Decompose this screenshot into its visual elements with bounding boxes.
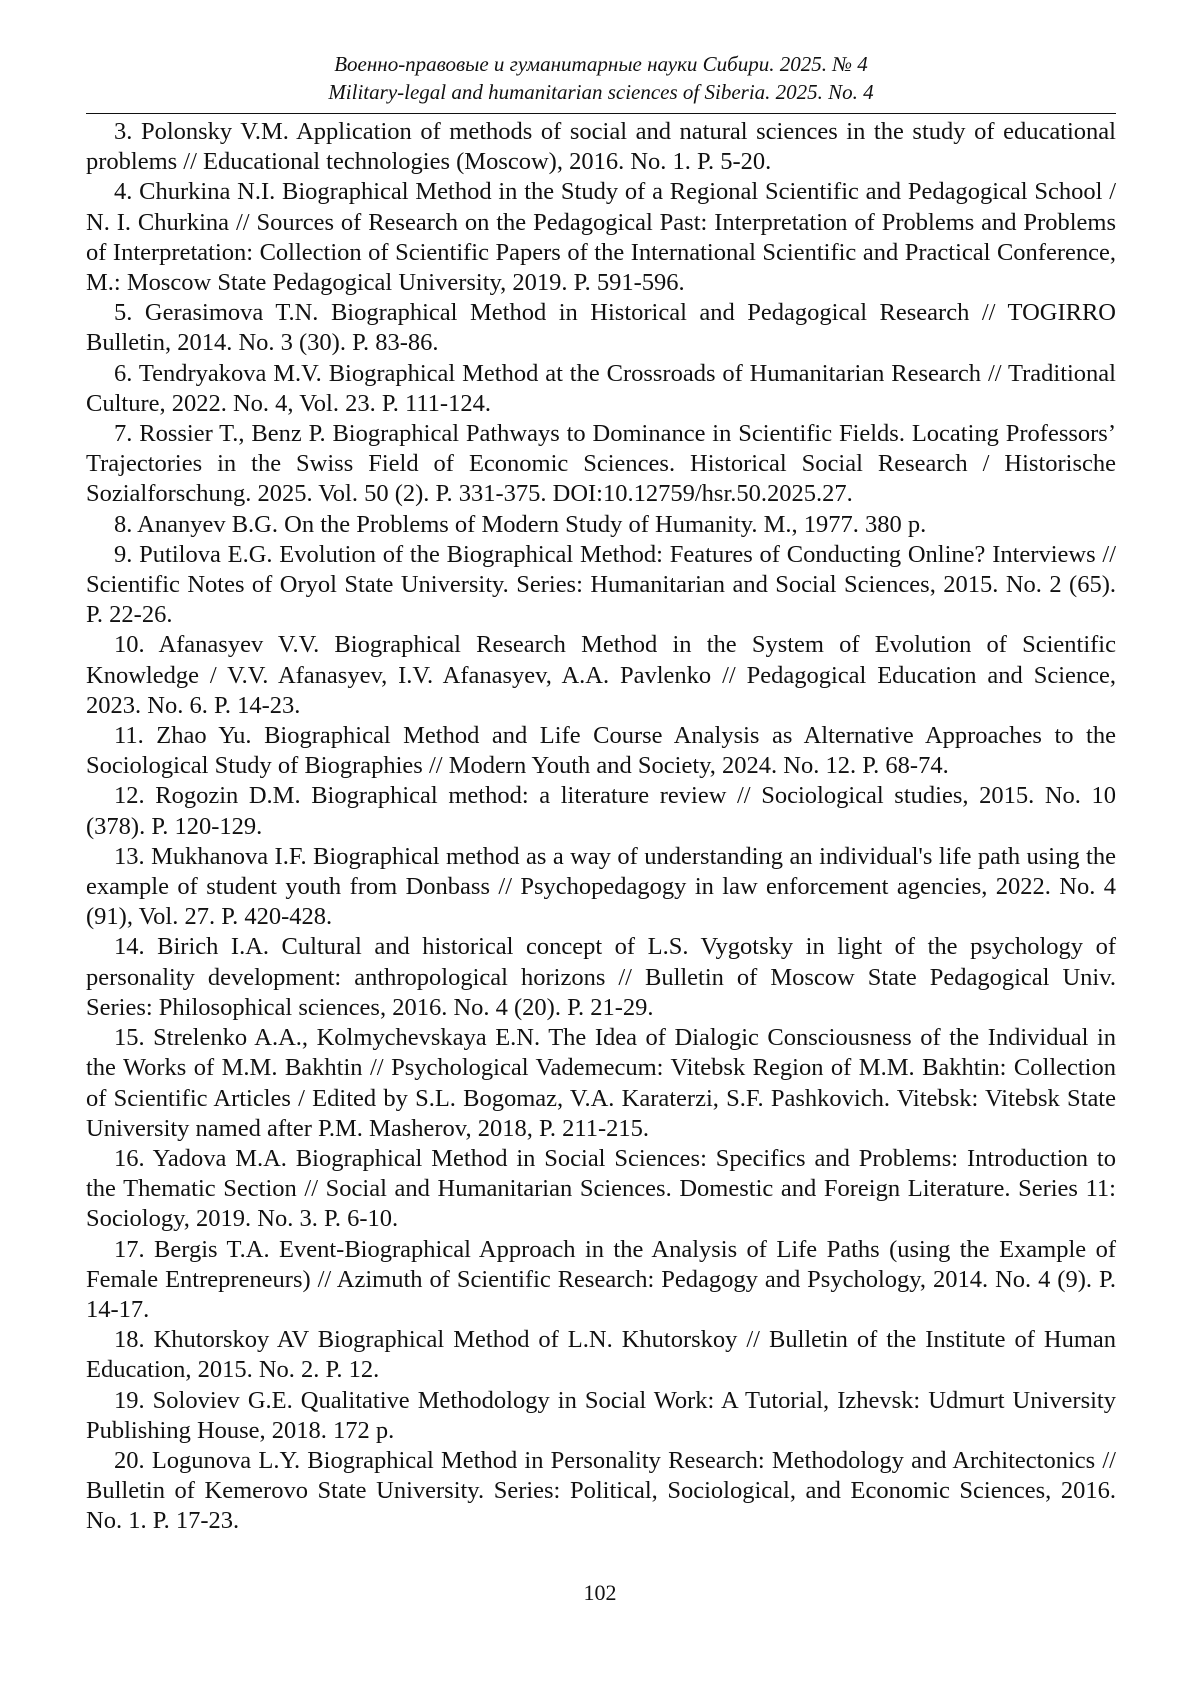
reference-item: 8. Ananyev B.G. On the Problems of Modern Study of Humanity. M., 1977. 380 p. — [114, 510, 927, 538]
reference-item: 6. Tendryakova M.V. Biographical Method at the Crossroads of Humanitarian Research // Traditional Culture, 2022. No. 4, Vol. 23. P. 111-124. — [86, 359, 1116, 417]
reference-item: 7. Rossier T., Benz P. Biographical Pathways to Dominance in Scientific Fields. Locating Professors’ Trajectories in the Swiss Field of Economic Sciences. Historical Social Research / Historische Sozialforschung. 2025. Vol. 50 (2). P. 331-375. DOI:10.12759/hsr.50.2025.27. — [86, 420, 1116, 508]
reference-item: 10. Afanasyev V.V. Biographical Research Method in the System of Evolution of Scientific Knowledge / V.V. Afanasyev, I.V. Afanasyev, A.A. Pavlenko // Pedagogical Education and Science, 2023. No. 6. P. 14-23. — [86, 631, 1116, 719]
reference-item: 19. Soloviev G.E. Qualitative Methodology in Social Work: A Tutorial, Izhevsk: Udmurt University Publishing House, 2018. 172 p. — [86, 1386, 1116, 1444]
reference-item: 15. Strelenko A.A., Kolmychevskaya E.N. The Idea of Dialogic Consciousness of the Individual in the Works of M.M. Bakhtin // Psychological Vademecum: Vitebsk Region of M.M. Bakhtin: Collection of Scientific Articles / Edited by S.L. Bogomaz, V.A. Karaterzi, S.F. Pashkovich. Vitebsk: Vitebsk State University named after P.M. Masherov, 2018, P. 211-215. — [86, 1024, 1116, 1142]
reference-item: 14. Birich I.A. Cultural and historical concept of L.S. Vygotsky in light of the psychology of personality development: anthropological horizons // Bulletin of Moscow State Pedagogical Univ. Series: Philosophical sciences, 2016. No. 4 (20). P. 21-29. — [86, 933, 1116, 1021]
reference-item: 17. Bergis T.A. Event-Biographical Approach in the Analysis of Life Paths (using the Example of Female Entrepreneurs) // Azimuth of Scientific Research: Pedagogy and Psychology, 2014. No. 4 (9). P. 14-17. — [86, 1235, 1116, 1323]
header-divider — [86, 113, 1116, 114]
reference-list — [86, 117, 1116, 1537]
reference-item: 5. Gerasimova T.N. Biographical Method in Historical and Pedagogical Research // TOGIRRO Bulletin, 2014. No. 3 (30). P. 83-86. — [86, 299, 1116, 357]
reference-item: 12. Rogozin D.M. Biographical method: a literature review // Sociological studies, 2015. No. 10 (378). P. 120-129. — [86, 782, 1116, 840]
reference-item: 13. Mukhanova I.F. Biographical method as a way of understanding an individual's life path using the example of student youth from Donbass // Psychopedagogy in law enforcement agencies, 2022. No. 4 (91), Vol. 27. P. 420-428. — [86, 842, 1116, 931]
reference-item: 9. Putilova E.G. Evolution of the Biographical Method: Features of Conducting Online? Interviews // Scientific Notes of Oryol State University. Series: Humanitarian and Social Sciences, 2015. No. 2 (65). P. 22-26. — [86, 540, 1116, 629]
header-title-ru: Военно-правовые и гуманитарные науки Сибири. 2025. № 4 — [334, 52, 868, 76]
running-header — [86, 50, 1116, 106]
header-title-en: Military-legal and humanitarian sciences of Siberia. 2025. No. 4 — [328, 80, 874, 104]
reference-item: 4. Churkina N.I. Biographical Method in the Study of a Regional Scientific and Pedagogical School / N. I. Churkina // Sources of Research on the Pedagogical Past: Interpretation of Problems and Problems of Interpretation: Collection of Scientific Papers of the International Scientific and Practical Conference, M.: Moscow State Pedagogical University, 2019. P. 591-596. — [86, 178, 1116, 297]
reference-item: 16. Yadova M.A. Biographical Method in Social Sciences: Specifics and Problems: Introduction to the Thematic Section // Social and Humanitarian Sciences. Domestic and Foreign Literature. Series 11: Sociology, 2019. No. 3. P. 6-10. — [86, 1144, 1116, 1233]
reference-item: 18. Khutorskoy AV Biographical Method of L.N. Khutorskoy // Bulletin of the Institute of Human Education, 2015. No. 2. P. 12. — [86, 1326, 1116, 1384]
reference-item: 20. Logunova L.Y. Biographical Method in Personality Research: Methodology and Architectonics // Bulletin of Kemerovo State University. Series: Political, Sociological, and Economic Sciences, 2016. No. 1. P. 17-23. — [86, 1446, 1116, 1535]
page-number: 102 — [583, 1580, 617, 1605]
reference-item: 11. Zhao Yu. Biographical Method and Life Course Analysis as Alternative Approaches to the Sociological Study of Biographies // Modern Youth and Society, 2024. No. 12. P. 68-74. — [86, 722, 1116, 780]
reference-item: 3. Polonsky V.M. Application of methods of social and natural sciences in the study of educational problems // Educational technologies (Moscow), 2016. No. 1. P. 5-20. — [86, 118, 1116, 176]
